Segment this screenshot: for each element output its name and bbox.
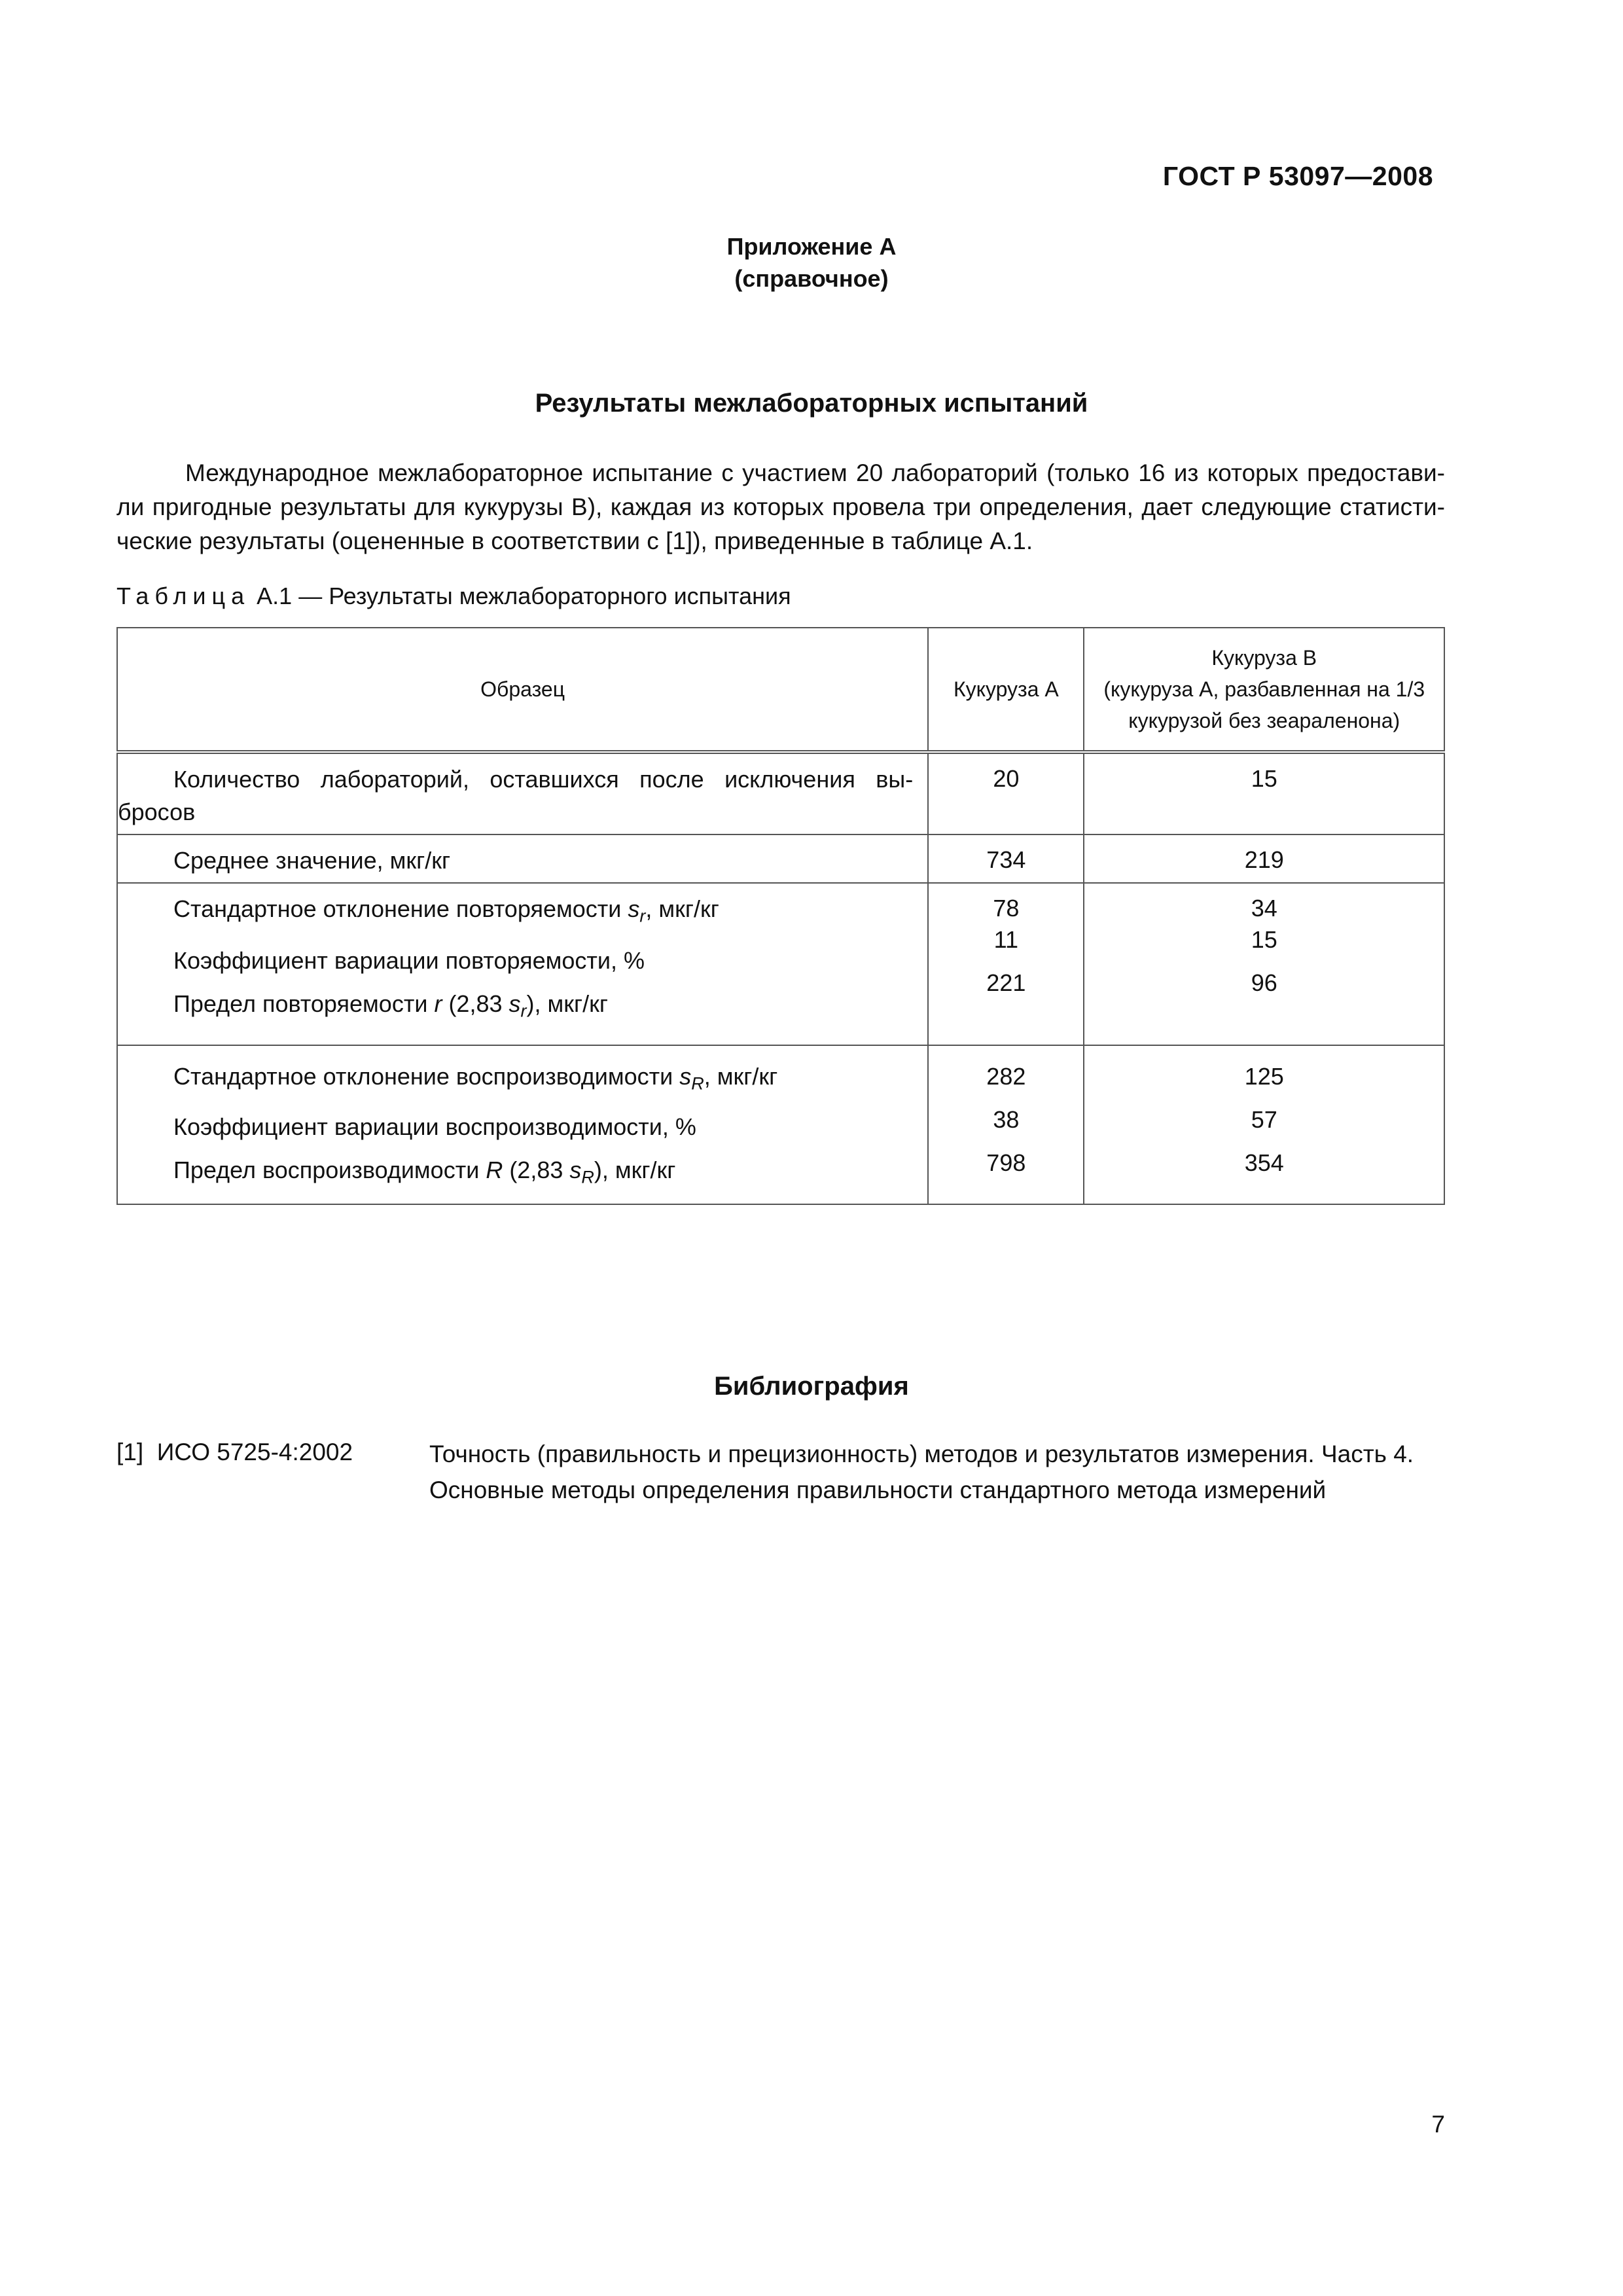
row-label: Коэффициент вариации воспроизводимости, % xyxy=(173,1113,696,1140)
header-corn-b-line1: Кукуруза В xyxy=(1211,646,1317,670)
table-row xyxy=(117,834,1444,883)
table-caption-title: А.1 — Результаты межлабораторного испытания xyxy=(257,583,791,609)
bibliography-title: Библиография xyxy=(714,1372,909,1401)
header-corn-a: Кукуруза А xyxy=(928,628,1084,752)
row-value-b: 96 xyxy=(1251,969,1277,996)
table-caption-prefix: Таблица xyxy=(116,583,251,609)
row-value-a: 11 xyxy=(993,926,1019,953)
intro-paragraph: Международное межлабораторное испытание с участием 20 лабораторий (только 16 из которых предостави-ли пригодные результаты для кукурузы В), каждая из которых провела три определения, дает следующие статисти-ческие результаты (оцененные в соответствии с [1]), приведенные в таблице А.1. xyxy=(116,459,1445,554)
row-value-b: 125 xyxy=(1244,1063,1284,1090)
row-value-b: 34 xyxy=(1251,895,1277,922)
table-row-group-reproducibility xyxy=(117,1045,1444,1204)
row-value-b: 15 xyxy=(1251,765,1277,792)
appendix-title: Приложение А xyxy=(726,233,897,260)
page-number: 7 xyxy=(1431,2111,1445,2138)
row-value-a: 798 xyxy=(986,1149,1026,1176)
row-label: Предел повторяемости r (2,83 $s_r$), мкг/кг xyxy=(173,990,609,1021)
row-label: Предел воспроизводимости R (2,83 $s_R$), мкг/кг xyxy=(173,1156,676,1187)
standard-code: ГОСТ Р 53097—2008 xyxy=(1162,161,1433,191)
row-label: Количество лабораторий, оставшихся после исключения вы-бросов xyxy=(118,766,914,825)
header-corn-b xyxy=(1084,628,1444,752)
row-value-a: 734 xyxy=(986,846,1026,873)
section-title: Результаты межлабораторных испытаний xyxy=(535,389,1088,418)
bibliography-text: Точность (правильность и прецизионность) методов и результатов измерения. Часть 4. Основные методы определения правильности стандартного метода измерений xyxy=(429,1441,1414,1503)
row-value-a: 282 xyxy=(986,1063,1026,1090)
row-label: Стандартное отклонение воспроизводимости $s_R$, мкг/кг xyxy=(173,1063,778,1094)
table-header-row xyxy=(117,628,1444,752)
row-value-b: 57 xyxy=(1251,1106,1277,1133)
table-caption xyxy=(116,583,791,610)
row-value-a: 221 xyxy=(986,969,1026,996)
header-corn-b-line2: (кукуруза А, разбавленная на 1/3 xyxy=(1103,677,1425,701)
row-label: Среднее значение, мкг/кг xyxy=(173,847,451,874)
row-label: Коэффициент вариации повторяемости, % xyxy=(173,946,645,974)
row-value-a: 78 xyxy=(993,895,1020,922)
bibliography-ref: [1] ИСО 5725-4:2002 xyxy=(116,1439,353,1465)
row-value-a: 20 xyxy=(993,765,1020,792)
header-sample: Образец xyxy=(117,628,928,752)
row-value-b: 354 xyxy=(1244,1149,1284,1176)
header-corn-b-line3: кукурузой без зеараленона) xyxy=(1128,709,1400,732)
table-row xyxy=(117,752,1444,834)
row-value-b: 15 xyxy=(1251,926,1277,953)
row-value-a: 38 xyxy=(993,1106,1020,1133)
appendix-note: (справочное) xyxy=(734,265,889,292)
row-label: Стандартное отклонение повторяемости $s_r$, мкг/кг xyxy=(173,895,719,926)
results-table xyxy=(116,627,1445,1205)
table-row-group-repeatability xyxy=(117,883,1444,1045)
row-value-b: 219 xyxy=(1244,846,1284,873)
